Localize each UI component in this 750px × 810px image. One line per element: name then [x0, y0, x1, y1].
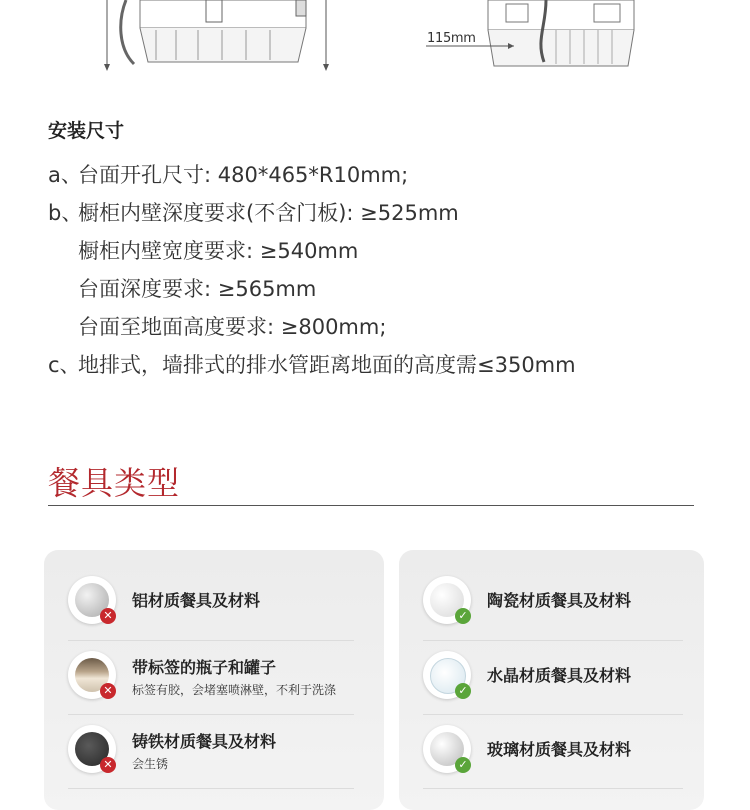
item-name: 带标签的瓶子和罐子	[132, 658, 277, 677]
spec-line-b	[48, 198, 576, 236]
item-name: 玻璃材质餐具及材料	[487, 740, 632, 759]
item-name: 陶瓷材质餐具及材料	[487, 591, 632, 610]
spec-line-b3	[48, 274, 576, 312]
item-note: 标签有胶，会堵塞喷淋壁，不利于洗涤	[132, 683, 337, 697]
item-name: 水晶材质餐具及材料	[487, 666, 632, 685]
spec-text: 台面深度要求: ≥565mm	[78, 277, 317, 301]
item-divider	[68, 640, 354, 641]
spec-text: 地排式，墙排式的排水管距离地面的高度需≤350mm	[78, 353, 576, 377]
cast-iron-icon	[68, 725, 116, 773]
item-name: 铝材质餐具及材料	[132, 591, 261, 610]
cross-icon: ✕	[100, 683, 116, 699]
install-spec-title: 安装尺寸	[48, 120, 125, 142]
spec-line-c	[48, 350, 576, 388]
item-divider	[68, 788, 354, 789]
labeled-jar-icon	[68, 651, 116, 699]
item-divider	[423, 714, 683, 715]
aluminum-icon	[68, 576, 116, 624]
item-note: 会生锈	[132, 757, 169, 771]
item-divider	[68, 714, 354, 715]
unsuitable-tableware-panel	[44, 550, 384, 810]
item-divider	[423, 788, 683, 789]
glass-icon	[423, 725, 471, 773]
spec-line-a	[48, 160, 576, 198]
install-spec-list	[48, 160, 576, 388]
cross-icon: ✕	[100, 608, 116, 624]
ceramic-icon	[423, 576, 471, 624]
crystal-icon	[423, 651, 471, 699]
suitable-tableware-panel	[399, 550, 704, 810]
check-icon: ✓	[455, 683, 471, 699]
unsuitable-item-cast-iron	[68, 725, 348, 783]
item-divider	[423, 640, 683, 641]
check-icon: ✓	[455, 757, 471, 773]
spec-text: 台面开孔尺寸: 480*465*R10mm;	[78, 163, 409, 187]
installation-drawing	[0, 0, 750, 90]
spec-text: 台面至地面高度要求: ≥800mm;	[78, 315, 387, 339]
suitable-item-glass	[423, 725, 683, 783]
spec-text: 橱柜内壁深度要求(不含门板): ≥525mm	[78, 201, 459, 225]
check-icon: ✓	[455, 608, 471, 624]
spec-marker: b、	[48, 201, 83, 225]
suitable-item-ceramic	[423, 576, 683, 634]
spec-line-b2	[48, 236, 576, 274]
section-divider	[48, 505, 694, 506]
drawing-lines	[0, 0, 750, 90]
suitable-item-crystal	[423, 651, 683, 709]
unsuitable-item-aluminum	[68, 576, 348, 634]
spec-marker: a、	[48, 163, 82, 187]
spec-line-b4	[48, 312, 576, 350]
cross-icon: ✕	[100, 757, 116, 773]
tableware-section-title: 餐具类型	[48, 464, 181, 502]
spec-text: 橱柜内壁宽度要求: ≥540mm	[78, 239, 359, 263]
item-name: 铸铁材质餐具及材料	[132, 732, 277, 751]
dimension-label: 115mm	[427, 31, 476, 46]
spec-marker: c、	[48, 353, 81, 377]
unsuitable-item-labeled-jar	[68, 651, 348, 709]
